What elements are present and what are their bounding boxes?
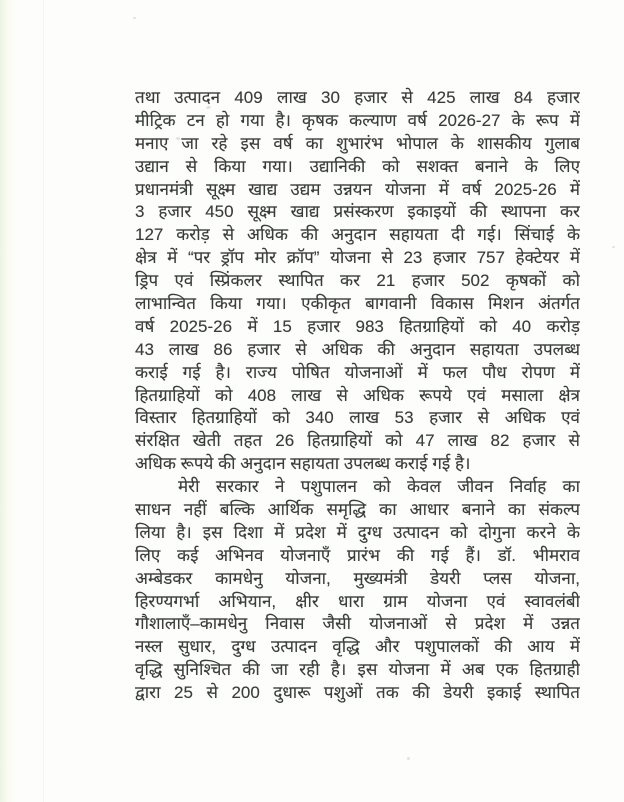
text-line: विस्तार हितग्राहियों को 340 लाख 53 हजार से अधिक एवं [135,408,580,428]
text-line: ड्रिप एवं स्प्रिंकलर स्थापित कर 21 हजार 502 कृषकों को [135,271,580,291]
text-line: नस्ल सुधार, दुग्ध उत्पादन वृद्धि और पशुपालकों की आय में [135,637,580,657]
body-text [135,87,580,705]
scan-speck [612,246,615,248]
text-line: हितग्राहियों को 408 लाख से अधिक रूपये एवं मसाला क्षेत्र [135,385,580,405]
text-line: वृद्धि सुनिश्चित की जा रही है। इस योजना में अब एक हितग्राही [135,660,580,680]
text-line: लिए कई अभिनव योजनाएँ प्रारंभ की गई हैं। डॉ. भीमराव [135,545,580,565]
text-line: कराई गई है। राज्य पोषित योजनाओं में फल पौध रोपण में [135,362,580,382]
text-line: 43 लाख 86 हजार से अधिक की अनुदान सहायता उपलब्ध [135,339,580,359]
paragraph-agriculture-horticulture [135,87,580,476]
text-line: गौशालाएँ–कामधेनु निवास जैसी योजनाओं से प्रदेश में उन्नत [135,614,580,634]
text-line: लाभान्वित किया गया। एकीकृत बागवानी विकास मिशन अंतर्गत [135,294,580,314]
text-line: मेरी सरकार ने पशुपालन को केवल जीवन निर्वाह का [178,477,580,497]
text-line: द्वारा 25 से 200 दुधारू पशुओं तक की डेयरी इकाई स्थापित [135,683,580,703]
text-line: 3 हजार 450 सूक्ष्म खाद्य प्रसंस्करण इकाइयों की स्थापना कर [135,202,580,222]
text-line: वर्ष 2025-26 में 15 हजार 983 हितग्राहियों को 40 करोड़ [135,316,580,336]
text-line: संरक्षित खेती तहत 26 हितग्राहियों को 47 लाख 82 हजार से [135,431,580,451]
text-line: उद्यान से किया गया। उद्यानिकी को सशक्त बनाने के लिए [135,156,580,176]
text-line: मीट्रिक टन हो गया है। कृषक कल्याण वर्ष 2026-27 के रूप में [135,110,580,130]
paragraph-animal-husbandry-dairy [135,476,580,705]
text-line: साधन नहीं बल्कि आर्थिक समृद्धि का आधार बनाने का संकल्प [135,500,580,520]
text-line: अम्बेडकर कामधेनु योजना, मुख्यमंत्री डेयरी प्लस योजना, [135,568,580,588]
scan-speck [407,757,410,760]
text-line: मनाए जा रहे इस वर्ष का शुभारंभ भोपाल के शासकीय गुलाब [135,133,580,153]
scan-edge-streak [43,0,44,802]
text-line: हिरण्यगर्भा अभियान, क्षीर धारा ग्राम योजना एवं स्वावलंबी [135,591,580,611]
text-line: लिया है। इस दिशा में प्रदेश में दुग्ध उत्पादन को दोगुना करने के [135,522,580,542]
text-line: प्रधानमंत्री सूक्ष्म खाद्य उद्यम उन्नयन योजना में वर्ष 2025-26 में [135,179,580,199]
text-line: 127 करोड़ से अधिक की अनुदान सहायता दी गई। सिंचाई के [135,225,580,245]
scan-edge-tint [0,0,18,802]
text-line: अधिक रूपये की अनुदान सहायता उपलब्ध कराई गई है। [135,454,471,474]
text-line: तथा उत्पादन 409 लाख 30 हजार से 425 लाख 84 हजार [135,88,580,107]
text-line: क्षेत्र में “पर ड्रॉप मोर क्रॉप” योजना से 23 हजार 757 हेक्टेयर में [135,248,580,268]
scan-speck [133,17,136,19]
